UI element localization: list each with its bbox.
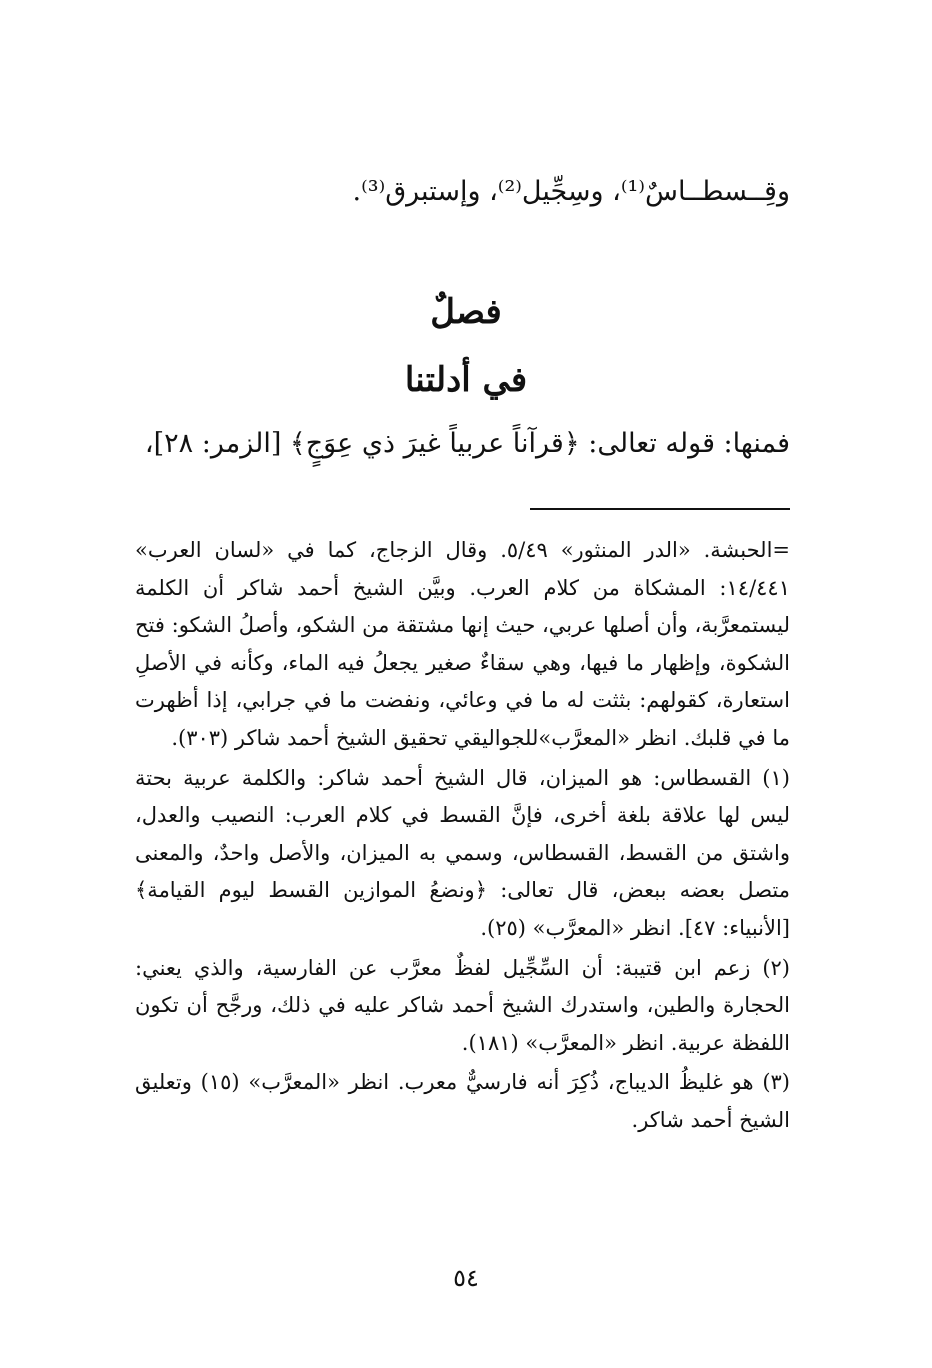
footnote-continuation: =الحبشة. «الدر المنثور» ٥/٤٩. وقال الزجاج، كما في «لسان العرب» ١٤/٤٤١: المشكاة من كلام العرب. وبيَّن الشيخ أحمد شاكر أن الكلمة ليستمعرَّبة، وأن أصلها عربي، حيث إنها مشتقة من الشكو، وأصلُ الشكو: فتح الشكوة، وإظهار ما فيها، وهي سقاءٌ صغير يجعلُ فيه الماء، وكأنه في الأصلِ استعارة، كقولهم: بثثت له ما في وعائي، ونفضت ما في جرابي، إذا أظهرت ما في قلبك. انظر «المعرَّب»للجواليقي تحقيق الشيخ أحمد شاكر (٣٠٣).	[135, 538, 791, 750]
footnotes	[135, 532, 790, 1140]
verse-line: فمنها: قوله تعالى: ﴿قرآناً عربياً غيرَ ذي عِوَجٍ﴾ [الزمر: ٢٨]،	[144, 428, 790, 459]
opening-line: وقِــسطــاسٌ⁽¹⁾، وسِجِّيل⁽²⁾، وإستبرق⁽³⁾.	[352, 176, 790, 207]
footnote-1: (١) القسطاس: هو الميزان، قال الشيخ أحمد شاكر: والكلمة عربية بحتة ليس لها علاقة بلغة أخرى، فإنَّ القسط في كلام العرب: النصيب والعدل، واشتق من القسط، القسطاس، وسمي به الميزان، والأصل واحدٌ، والمعنى متصل بعضه ببعض، قال تعالى: ﴿ونضعُ الموازين القسط ليوم القيامة﴾ [الأنبياء: ٤٧]. انظر «المعرَّب» (٢٥).	[135, 765, 790, 940]
footnote-separator	[530, 508, 790, 510]
section-subheading: في أدلتنا	[404, 360, 528, 400]
section-heading: فصلٌ	[430, 292, 502, 332]
footnote-3: (٣) هو غليظُ الديباج، ذُكِرَ أنه فارسيٌّ معرب. انظر «المعرَّب» (١٥) وتعليق الشيخ أحمد شاكر.	[135, 1070, 790, 1132]
footnote-2: (٢) زعم ابن قتيبة: أن السِّجِّيل لفظٌ معرَّب عن الفارسية، والذي يعني: الحجارة والطين، واستدرك الشيخ أحمد شاكر عليه في ذلك، ورجَّح أن تكون اللفظة عربية. انظر «المعرَّب» (١٨١).	[135, 955, 790, 1055]
page-number: ٥٤	[453, 1264, 479, 1292]
